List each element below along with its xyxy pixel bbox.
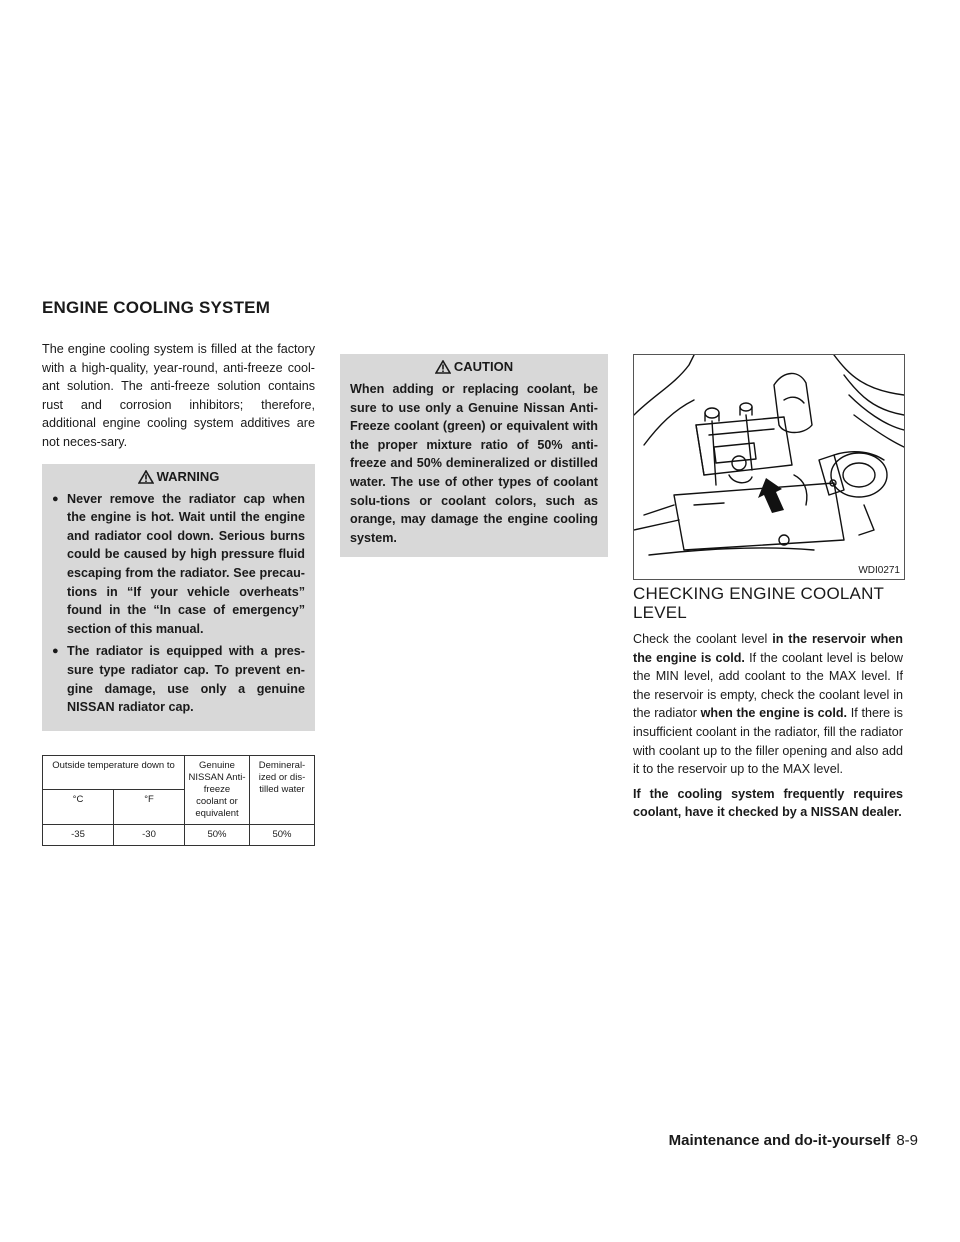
warning-item-text: Never remove the radiator cap when the engine is hot. Wait until the engine and radiator cool down. Serious burns could be caused by high pressure fluid escaping from the radiator. See precau-tions in “If your vehicle overheats” found in the “In case of emergency” section of this manual.: [67, 491, 305, 636]
page-number: 8-9: [896, 1132, 918, 1149]
page-footer: [669, 1132, 918, 1149]
table-cell: 50%: [185, 824, 250, 845]
warning-header: [52, 464, 305, 490]
caution-box: [340, 354, 608, 557]
table-cell: -30: [113, 824, 184, 845]
coolant-mixture-table: [42, 755, 315, 846]
table-header-genuine: Genuine NISSAN Anti-freeze coolant or equivalent: [185, 755, 250, 824]
table-header-fahrenheit: °F: [113, 790, 184, 825]
column-right: [633, 354, 903, 828]
checking-heading: CHECKING ENGINE COOLANT LEVEL: [633, 584, 884, 622]
engine-bay-drawing: [634, 355, 904, 579]
table-header-water: Demineral-ized or dis-tilled water: [250, 755, 315, 824]
text-run: If the coolant level is below the MIN level, add coolant to the MAX level. If the reservoir is empty, check the coolant level in the radiator: [633, 650, 903, 721]
checking-paragraph: [633, 630, 903, 779]
chapter-title: Maintenance and do-it-yourself: [668, 1132, 891, 1149]
table-header-celsius: °C: [43, 790, 114, 825]
text-run: If there is insufficient coolant in the radiator, fill the radiator with coolant up to the filler opening and also add it to the reservoir up to the MAX level.: [633, 706, 903, 777]
section-title: ENGINE COOLING SYSTEM: [42, 298, 271, 317]
bullet-icon: ●: [52, 645, 59, 658]
warning-icon: [138, 470, 154, 484]
table-row: [43, 824, 315, 845]
warning-title: WARNING: [156, 468, 220, 484]
table-cell: -35: [43, 824, 114, 845]
caution-header: [350, 354, 598, 380]
caution-text: When adding or replacing coolant, be sure to use only a Genuine Nissan Anti-Freeze coolant (green) or equivalent with the proper mixture ratio of 50% anti-freeze and 50% demineralized or distilled water. The use of other types of coolant solu-tions or coolant colors, such as orange, may damage the engine cooling system.: [350, 382, 598, 545]
column-left: [42, 340, 315, 846]
caution-icon: [435, 360, 451, 374]
intro-paragraph: The engine cooling system is filled at the factory with a high-quality, year-round, anti-freeze cool-ant solution. The anti-freeze solution contains rust and corrosion inhibitors; therefore, additional engine cooling system additives are not neces-sary.: [42, 342, 315, 449]
warning-item-text: The radiator is equipped with a pres-sure type radiator cap. To prevent en-gine damage, use only a genuine NISSAN radiator cap.: [67, 644, 305, 715]
warning-box: [42, 464, 315, 731]
warning-item: [52, 642, 305, 716]
dealer-advice-paragraph: [633, 785, 903, 822]
text-run-bold: in the reservoir when the engine is cold.: [633, 632, 903, 665]
text-run: Check the coolant level: [633, 632, 773, 646]
text-run-bold: If the cooling system frequently requires coolant, have it checked by a NISSAN dealer.: [633, 786, 903, 820]
text-run-bold: when the engine is cold.: [700, 706, 848, 721]
table-cell: 50%: [250, 824, 315, 845]
warning-list: [52, 490, 305, 717]
bullet-icon: ●: [52, 492, 59, 505]
table-header-outside-temp: Outside temperature down to: [43, 755, 185, 790]
column-middle: [340, 354, 608, 557]
warning-item: [52, 490, 305, 639]
figure-code: WDI0271: [858, 565, 900, 576]
caution-title: CAUTION: [453, 359, 514, 374]
reservoir-arrow: [758, 478, 784, 513]
coolant-reservoir-illustration: [633, 354, 905, 580]
